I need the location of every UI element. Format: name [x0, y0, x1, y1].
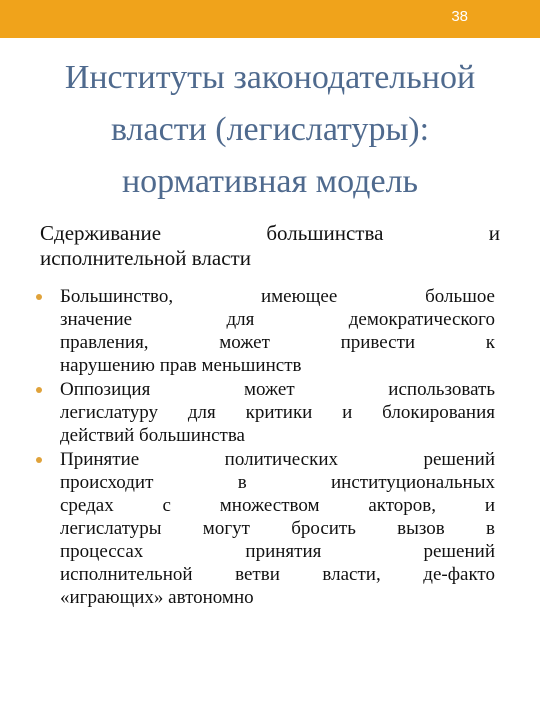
- bullet-line: Оппозиция может использовать: [60, 379, 495, 400]
- title-line: власти (легислатуры):: [110, 111, 430, 148]
- subheading-line: исполнительной власти: [40, 246, 251, 270]
- subheading: [40, 221, 500, 271]
- bullet-line: происходит в институциональных: [60, 472, 495, 493]
- header-bar: [0, 0, 540, 38]
- bullet-line: исполнительной ветви власти, де-факто: [60, 564, 495, 585]
- page-number: 38: [451, 8, 468, 25]
- bullet-line: нарушению прав меньшинств: [60, 355, 302, 376]
- title-line: нормативная модель: [121, 163, 419, 200]
- bullet-line: процессах принятия решений: [60, 541, 495, 562]
- bullet-icon: [36, 457, 42, 463]
- bullet-item: [60, 448, 495, 609]
- bullet-line: значение для демократического: [60, 309, 495, 330]
- bullet-item: [60, 285, 495, 377]
- title-line: Институты законодательной: [64, 59, 476, 96]
- subheading-line: Сдерживание большинства и: [40, 221, 500, 245]
- slide-title: [10, 52, 530, 208]
- bullet-line: «играющих» автономно: [60, 587, 254, 608]
- bullet-item: [60, 378, 495, 447]
- bullet-line: легислатуру для критики и блокирования: [60, 402, 495, 423]
- bullet-line: Большинство, имеющее большое: [60, 286, 495, 307]
- bullet-line: средах с множеством акторов, и: [60, 495, 495, 516]
- bullet-icon: [36, 294, 42, 300]
- bullet-line: действий большинства: [60, 425, 245, 446]
- bullet-line: легислатуры могут бросить вызов в: [60, 518, 495, 539]
- bullet-icon: [36, 387, 42, 393]
- bullet-list: [0, 285, 540, 610]
- bullet-line: Принятие политических решений: [60, 449, 495, 470]
- bullet-line: правления, может привести к: [60, 332, 495, 353]
